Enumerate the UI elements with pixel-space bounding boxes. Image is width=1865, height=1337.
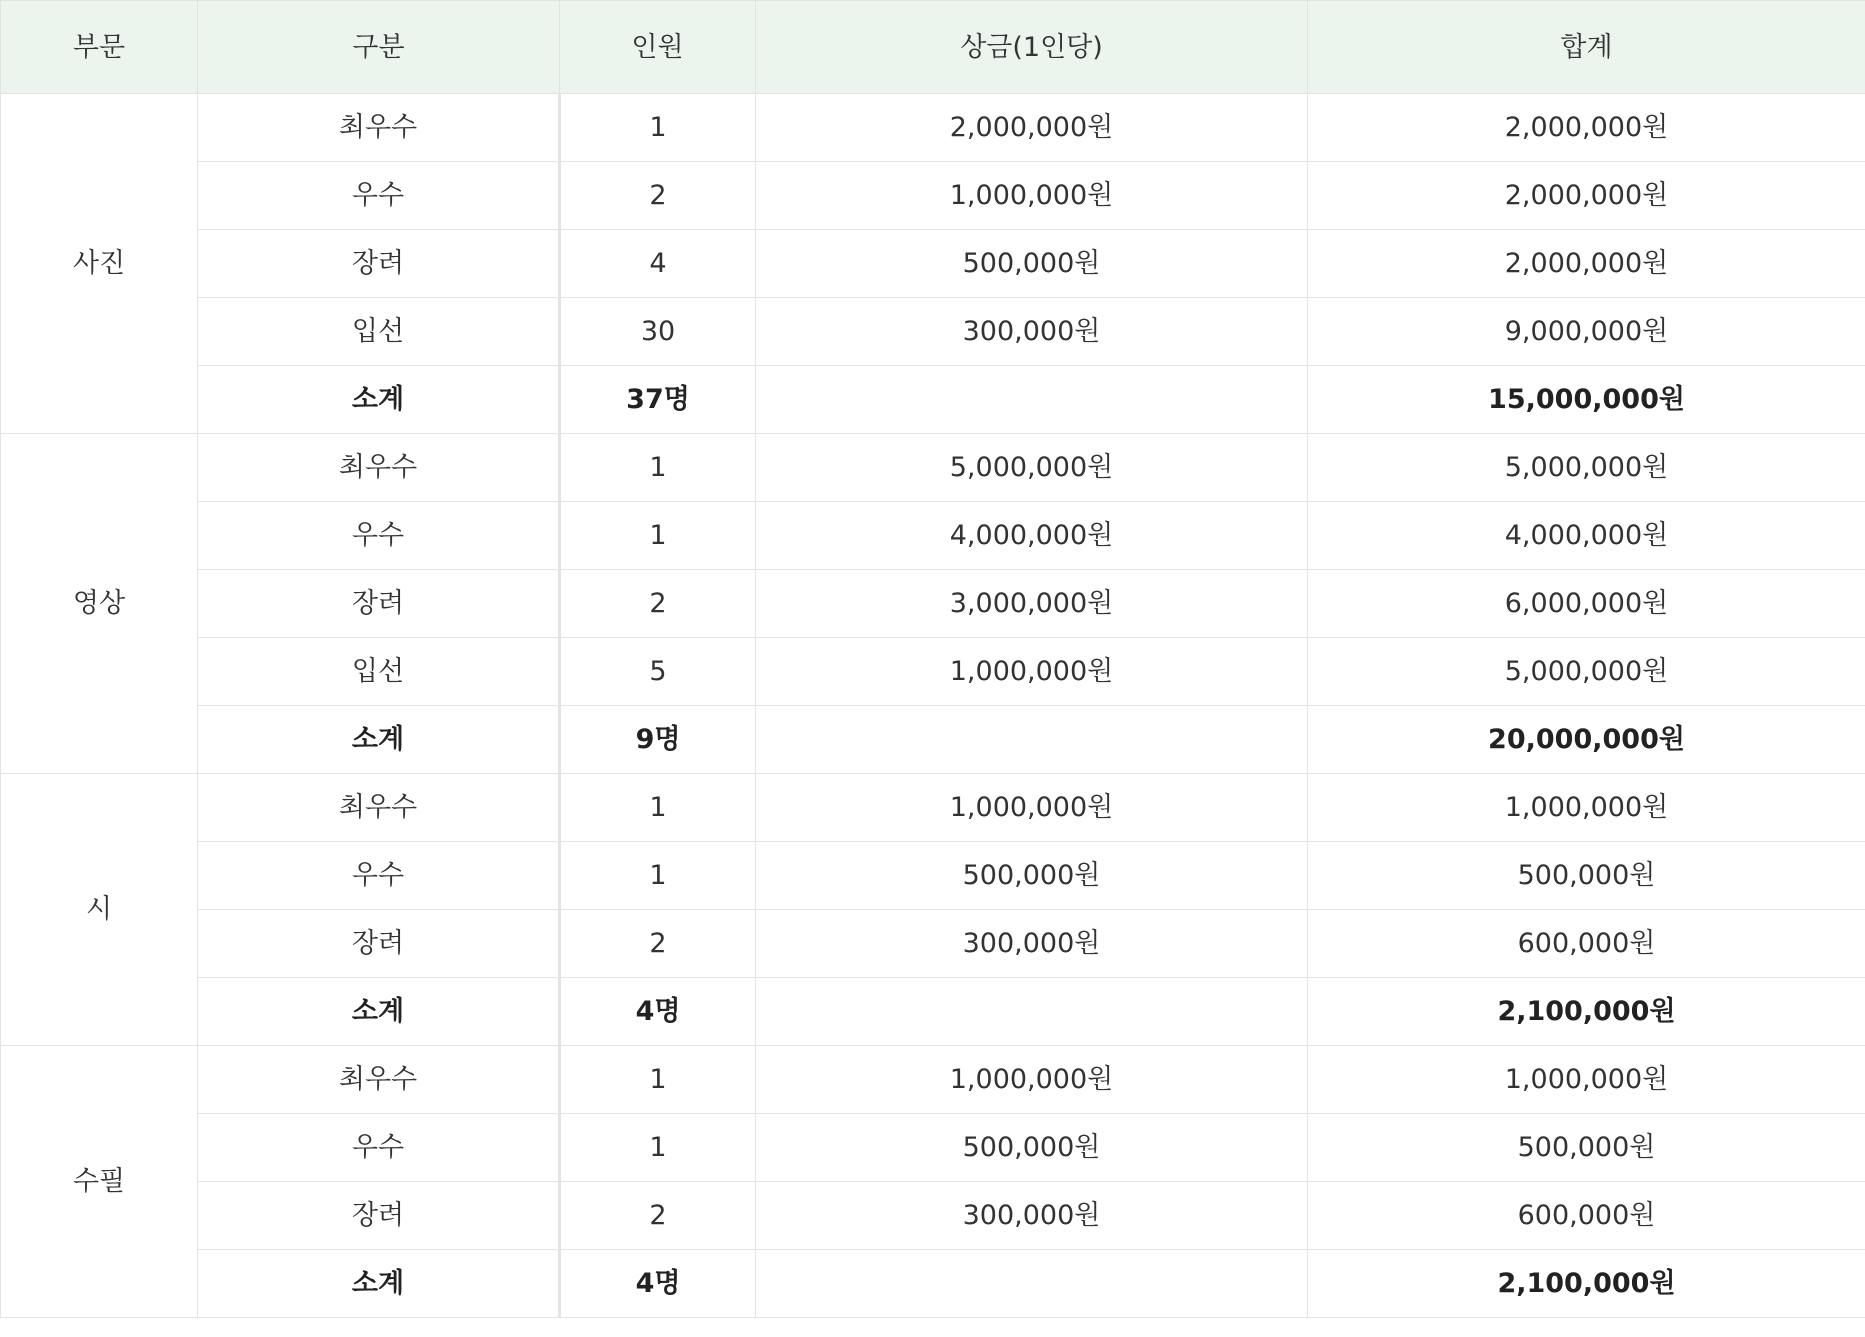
count-cell: 2 — [560, 162, 756, 230]
subtotal-count: 9명 — [560, 706, 756, 774]
table-row — [1, 502, 1865, 570]
category-cell: 우수 — [198, 502, 560, 570]
total-cell: 500,000원 — [1308, 1114, 1865, 1182]
count-cell: 1 — [560, 1046, 756, 1114]
category-cell: 입선 — [198, 638, 560, 706]
subtotal-count: 37명 — [560, 366, 756, 434]
header-total: 합계 — [1308, 1, 1865, 94]
subtotal-label: 소계 — [198, 706, 560, 774]
header-row — [1, 1, 1865, 94]
section-name: 영상 — [1, 434, 198, 774]
section-name: 수필 — [1, 1046, 198, 1318]
category-cell: 최우수 — [198, 1046, 560, 1114]
category-cell: 장려 — [198, 910, 560, 978]
total-cell: 4,000,000원 — [1308, 502, 1865, 570]
count-cell: 5 — [560, 638, 756, 706]
category-cell: 최우수 — [198, 774, 560, 842]
table-row — [1, 1114, 1865, 1182]
total-cell: 5,000,000원 — [1308, 434, 1865, 502]
count-cell: 1 — [560, 434, 756, 502]
total-cell: 6,000,000원 — [1308, 570, 1865, 638]
subtotal-row — [1, 366, 1865, 434]
section-name: 시 — [1, 774, 198, 1046]
count-cell: 4 — [560, 230, 756, 298]
total-cell: 2,000,000원 — [1308, 230, 1865, 298]
header-prize-per-person: 상금(1인당) — [756, 1, 1308, 94]
prize-cell: 1,000,000원 — [756, 162, 1308, 230]
total-cell: 2,000,000원 — [1308, 162, 1865, 230]
table-row — [1, 94, 1865, 162]
header-section: 부문 — [1, 1, 198, 94]
category-cell: 장려 — [198, 570, 560, 638]
category-cell: 우수 — [198, 842, 560, 910]
category-cell: 장려 — [198, 1182, 560, 1250]
prize-cell: 3,000,000원 — [756, 570, 1308, 638]
subtotal-count: 4명 — [560, 1250, 756, 1318]
prize-cell: 5,000,000원 — [756, 434, 1308, 502]
prize-cell: 4,000,000원 — [756, 502, 1308, 570]
table-row — [1, 842, 1865, 910]
subtotal-prize-empty — [756, 1250, 1308, 1318]
total-cell: 9,000,000원 — [1308, 298, 1865, 366]
prize-cell: 500,000원 — [756, 842, 1308, 910]
subtotal-label: 소계 — [198, 1250, 560, 1318]
prize-cell: 300,000원 — [756, 1182, 1308, 1250]
total-cell: 600,000원 — [1308, 1182, 1865, 1250]
subtotal-prize-empty — [756, 978, 1308, 1046]
total-cell: 2,000,000원 — [1308, 94, 1865, 162]
table-row — [1, 1046, 1865, 1114]
prize-cell: 1,000,000원 — [756, 638, 1308, 706]
prize-cell: 1,000,000원 — [756, 774, 1308, 842]
subtotal-total: 2,100,000원 — [1308, 1250, 1865, 1318]
subtotal-count: 4명 — [560, 978, 756, 1046]
total-cell: 1,000,000원 — [1308, 1046, 1865, 1114]
subtotal-row — [1, 706, 1865, 774]
subtotal-prize-empty — [756, 706, 1308, 774]
count-cell: 1 — [560, 774, 756, 842]
subtotal-label: 소계 — [198, 366, 560, 434]
subtotal-total: 20,000,000원 — [1308, 706, 1865, 774]
header-category: 구분 — [198, 1, 560, 94]
prize-cell: 300,000원 — [756, 298, 1308, 366]
prize-cell: 300,000원 — [756, 910, 1308, 978]
total-cell: 1,000,000원 — [1308, 774, 1865, 842]
prize-cell: 500,000원 — [756, 1114, 1308, 1182]
table-row — [1, 774, 1865, 842]
count-cell: 2 — [560, 910, 756, 978]
category-cell: 최우수 — [198, 434, 560, 502]
prize-cell: 1,000,000원 — [756, 1046, 1308, 1114]
subtotal-total: 2,100,000원 — [1308, 978, 1865, 1046]
table-row — [1, 910, 1865, 978]
count-cell: 2 — [560, 570, 756, 638]
count-cell: 1 — [560, 1114, 756, 1182]
subtotal-total: 15,000,000원 — [1308, 366, 1865, 434]
table-body — [1, 94, 1865, 1318]
prize-cell: 2,000,000원 — [756, 94, 1308, 162]
subtotal-prize-empty — [756, 366, 1308, 434]
table-row — [1, 638, 1865, 706]
category-cell: 장려 — [198, 230, 560, 298]
total-cell: 500,000원 — [1308, 842, 1865, 910]
total-cell: 600,000원 — [1308, 910, 1865, 978]
count-cell: 1 — [560, 94, 756, 162]
category-cell: 우수 — [198, 1114, 560, 1182]
table-row — [1, 298, 1865, 366]
category-cell: 최우수 — [198, 94, 560, 162]
subtotal-row — [1, 978, 1865, 1046]
table-header — [1, 1, 1865, 94]
category-cell: 입선 — [198, 298, 560, 366]
header-count: 인원 — [560, 1, 756, 94]
count-cell: 1 — [560, 502, 756, 570]
table-row — [1, 162, 1865, 230]
category-cell: 우수 — [198, 162, 560, 230]
subtotal-label: 소계 — [198, 978, 560, 1046]
subtotal-row — [1, 1250, 1865, 1318]
table-row — [1, 230, 1865, 298]
total-cell: 5,000,000원 — [1308, 638, 1865, 706]
count-cell: 2 — [560, 1182, 756, 1250]
section-name: 사진 — [1, 94, 198, 434]
table-row — [1, 1182, 1865, 1250]
table-row — [1, 570, 1865, 638]
count-cell: 30 — [560, 298, 756, 366]
prize-cell: 500,000원 — [756, 230, 1308, 298]
count-cell: 1 — [560, 842, 756, 910]
table-row — [1, 434, 1865, 502]
